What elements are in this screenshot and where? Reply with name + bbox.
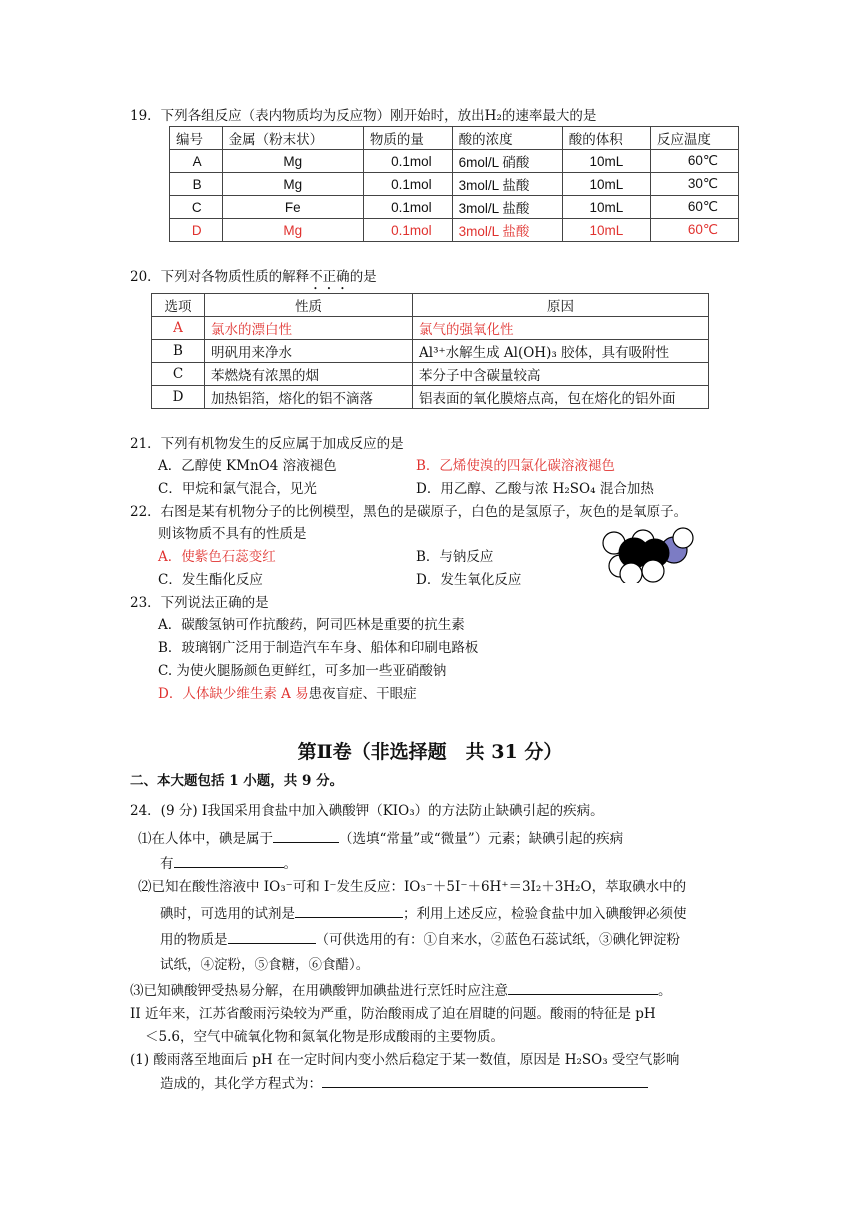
table-header-row bbox=[152, 294, 709, 317]
q24-text: （选填“常量”或“微量”）元素；缺碘引起的疾病 bbox=[339, 831, 624, 847]
q24-text: ；利用上述反应，检验食盐中加入碘酸钾必须使 bbox=[403, 906, 687, 922]
table-cell: 铝表面的氧化膜熔点高，包在熔化的铝外面 bbox=[413, 386, 709, 409]
table-cell: 10mL bbox=[562, 150, 650, 173]
q24-text: ⑴在人体中，碘是属于 bbox=[138, 831, 273, 847]
q23-option-d-rest: 患夜盲症、干眼症 bbox=[308, 686, 417, 702]
table-header: 性质 bbox=[205, 294, 413, 317]
table-header: 编号 bbox=[170, 127, 223, 150]
table-cell: B bbox=[152, 340, 205, 363]
table-row bbox=[152, 363, 709, 386]
table-cell: Mg bbox=[222, 173, 363, 196]
q24-line10: ＜5.6，空气中硫氧化物和氮氧化物是形成酸雨的主要物质。 bbox=[145, 1029, 504, 1045]
answer-blank[interactable] bbox=[508, 980, 658, 995]
q22-option-a: A．使紫色石蕊变红 bbox=[158, 549, 276, 565]
table-cell: 60℃ bbox=[650, 219, 738, 242]
q24-text: 碘时，可选用的试剂是 bbox=[160, 906, 295, 922]
q20-stem-emphasis: 不正确 bbox=[309, 269, 350, 285]
answer-blank[interactable] bbox=[322, 1073, 648, 1088]
q22-stem-line2: 则该物质不具有的性质是 bbox=[158, 526, 307, 542]
table-cell: A bbox=[152, 317, 205, 340]
table-cell: D bbox=[170, 219, 223, 242]
q21-stem: 21．下列有机物发生的反应属于加成反应的是 bbox=[130, 436, 404, 452]
table-cell: C bbox=[170, 196, 223, 219]
table-cell: 苯燃烧有浓黑的烟 bbox=[205, 363, 413, 386]
q23-option-a: A．碳酸氢钠可作抗酸药，阿司匹林是重要的抗生素 bbox=[158, 617, 465, 633]
table-cell: Mg bbox=[222, 150, 363, 173]
table-cell: 3mol/L 盐酸 bbox=[452, 196, 562, 219]
table-cell: 10mL bbox=[562, 219, 650, 242]
q20-stem-part: 的是 bbox=[349, 269, 377, 285]
part2-title: 第Ⅱ卷（非选择题 共 31 分） bbox=[297, 741, 563, 763]
answer-blank[interactable] bbox=[273, 828, 339, 843]
table-cell: 0.1mol bbox=[363, 219, 452, 242]
table-header-row bbox=[170, 127, 739, 150]
q24-line6 bbox=[160, 929, 680, 950]
q24-line5 bbox=[160, 903, 687, 924]
q22-option-d: D．发生氧化反应 bbox=[416, 572, 522, 588]
q24-text: 。 bbox=[283, 856, 297, 872]
q19-stem: 19．下列各组反应（表内物质均为反应物）刚开始时，放出H₂的速率最大的是 bbox=[130, 108, 597, 124]
q23-option-d-highlight: D．人体缺少维生素 A 易 bbox=[158, 686, 309, 702]
q21-option-c: C．甲烷和氯气混合，见光 bbox=[158, 481, 317, 497]
table-cell: 6mol/L 硝酸 bbox=[452, 150, 562, 173]
table-header: 酸的体积 bbox=[562, 127, 650, 150]
table-cell: 苯分子中含碳量较高 bbox=[413, 363, 709, 386]
table-cell: 30℃ bbox=[650, 173, 738, 196]
table-cell: B bbox=[170, 173, 223, 196]
table-row bbox=[170, 173, 739, 196]
table-header: 金属（粉末状） bbox=[222, 127, 363, 150]
table-cell: 0.1mol bbox=[363, 196, 452, 219]
q24-line12 bbox=[160, 1073, 648, 1094]
q24-text: 。 bbox=[658, 983, 672, 999]
table-cell: 10mL bbox=[562, 196, 650, 219]
table-cell: D bbox=[152, 386, 205, 409]
answer-blank[interactable] bbox=[295, 903, 403, 918]
q21-option-b: B．乙烯使溴的四氯化碳溶液褪色 bbox=[416, 458, 615, 474]
table-cell: 加热铝箔，熔化的铝不滴落 bbox=[205, 386, 413, 409]
q24-line7: 试纸，④淀粉，⑤食糖，⑥食醋）。 bbox=[160, 957, 370, 973]
table-cell: 3mol/L 盐酸 bbox=[452, 219, 562, 242]
table-row-answer bbox=[152, 317, 709, 340]
table-cell: 氯水的漂白性 bbox=[205, 317, 413, 340]
q20-stem bbox=[130, 267, 377, 293]
q24-line11: (1) 酸雨落至地面后 pH 在一定时间内变小然后稳定于某一数值，原因是 H₂SO₃ 受空气影响 bbox=[130, 1052, 680, 1068]
table-cell: 氯气的强氧化性 bbox=[413, 317, 709, 340]
table-cell: C bbox=[152, 363, 205, 386]
q23-option-d bbox=[158, 684, 417, 704]
q24-line4: ⑵已知在酸性溶液中 IO₃⁻可和 I⁻发生反应：IO₃⁻＋5I⁻＋6H⁺＝3I₂＋3H₂O，萃取碘水中的 bbox=[138, 879, 687, 895]
molecule-model-figure bbox=[598, 525, 700, 583]
q24-line8 bbox=[130, 980, 672, 1001]
q23-option-b: B．玻璃钢广泛用于制造汽车车身、船体和印刷电路板 bbox=[158, 640, 479, 656]
q24-text: （可供选用的有：①自来水，②蓝色石蕊试纸，③碘化钾淀粉 bbox=[315, 932, 680, 948]
table-cell: Al³⁺水解生成 Al(OH)₃ 胶体，具有吸附性 bbox=[413, 340, 709, 363]
table-cell: 0.1mol bbox=[363, 150, 452, 173]
q22-option-b: B．与钠反应 bbox=[416, 549, 494, 565]
q20-stem-part: 20．下列对各物质性质的解释 bbox=[130, 269, 310, 285]
table-cell: 0.1mol bbox=[363, 173, 452, 196]
table-row-answer bbox=[170, 219, 739, 242]
table-cell: 10mL bbox=[562, 173, 650, 196]
q21-option-d: D．用乙醇、乙酸与浓 H₂SO₄ 混合加热 bbox=[416, 481, 654, 497]
table-cell: 3mol/L 盐酸 bbox=[452, 173, 562, 196]
table-row bbox=[170, 196, 739, 219]
q24-line2 bbox=[138, 828, 623, 849]
q23-option-c: C. 为使火腿肠颜色更鲜红，可多加一些亚硝酸钠 bbox=[158, 663, 447, 679]
q21-option-a: A．乙醇使 KMnO4 溶液褪色 bbox=[158, 458, 337, 474]
q24-line9: II 近年来，江苏省酸雨污染较为严重，防治酸雨成了迫在眉睫的问题。酸雨的特征是 pH bbox=[130, 1006, 656, 1022]
table-header: 反应温度 bbox=[650, 127, 738, 150]
answer-blank[interactable] bbox=[228, 929, 316, 944]
table-header: 酸的浓度 bbox=[452, 127, 562, 150]
table-header: 选项 bbox=[152, 294, 205, 317]
q22-stem-line1: 22．右图是某有机物分子的比例模型，黑色的是碳原子，白色的是氢原子，灰色的是氧原子。 bbox=[130, 504, 688, 520]
q24-line3 bbox=[160, 853, 297, 874]
q24-text: 有 bbox=[160, 856, 174, 872]
q23-stem: 23．下列说法正确的是 bbox=[130, 595, 269, 611]
answer-blank[interactable] bbox=[174, 853, 284, 868]
section-heading: 二、本大题包括 1 小题，共 9 分。 bbox=[130, 773, 344, 789]
q22-option-c: C．发生酯化反应 bbox=[158, 572, 263, 588]
q24-text: 用的物质是 bbox=[160, 932, 228, 948]
table-row bbox=[152, 340, 709, 363]
table-row bbox=[152, 386, 709, 409]
q24-line1: 24．(9 分) Ⅰ我国采用食盐中加入碘酸钾（KIO₃）的方法防止缺碘引起的疾病。 bbox=[130, 803, 604, 819]
table-row bbox=[170, 150, 739, 173]
q24-text: ⑶已知碘酸钾受热易分解，在用碘酸钾加碘盐进行烹饪时应注意 bbox=[130, 983, 508, 999]
table-header: 物质的量 bbox=[363, 127, 452, 150]
q19-table bbox=[169, 126, 739, 242]
table-cell: Mg bbox=[222, 219, 363, 242]
table-cell: Fe bbox=[222, 196, 363, 219]
q24-text: 造成的，其化学方程式为： bbox=[160, 1076, 322, 1092]
table-cell: 明矾用来净水 bbox=[205, 340, 413, 363]
table-header: 原因 bbox=[413, 294, 709, 317]
table-cell: A bbox=[170, 150, 223, 173]
table-cell: 60℃ bbox=[650, 196, 738, 219]
table-cell: 60℃ bbox=[650, 150, 738, 173]
q20-table bbox=[151, 293, 709, 409]
